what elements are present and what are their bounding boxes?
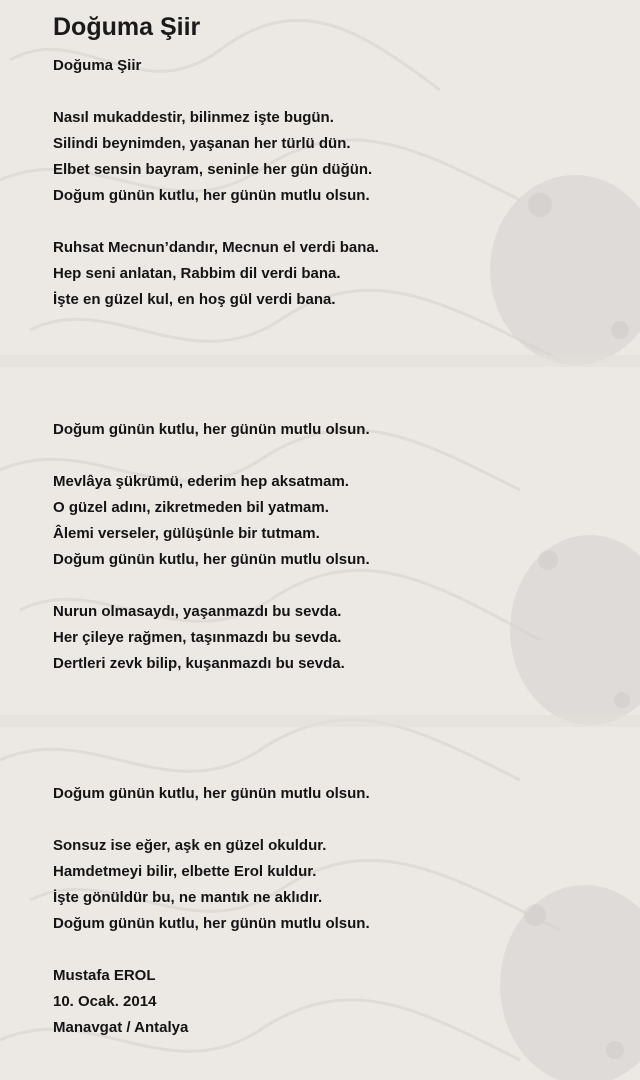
poem-line: Her çileye rağmen, taşınmazdı bu sevda. <box>53 629 342 646</box>
stanza <box>53 235 640 313</box>
poem-line: Doğum günün kutlu, her günün mutlu olsun. <box>53 785 370 802</box>
poem-body <box>53 105 640 1041</box>
stanza <box>53 599 640 677</box>
poem-line: Sonsuz ise eğer, aşk en güzel okuldur. <box>53 837 327 854</box>
signature-block <box>53 963 640 1041</box>
poem-date: 10. Ocak. 2014 <box>53 993 157 1010</box>
poem-line: Nasıl mukaddestir, bilinmez işte bugün. <box>53 109 334 126</box>
poem-line: İşte en güzel kul, en hoş gül verdi bana. <box>53 291 336 308</box>
author-name: Mustafa EROL <box>53 967 156 984</box>
poem-line: Âlemi verseler, gülüşünle bir tutmam. <box>53 525 320 542</box>
poem-line: Doğum günün kutlu, her günün mutlu olsun. <box>53 421 370 438</box>
poem-line: Mevlâya şükrümü, ederim hep aksatmam. <box>53 473 349 490</box>
poem-line: İşte gönüldür bu, ne mantık ne aklıdır. <box>53 889 323 906</box>
stanza <box>53 781 640 807</box>
poem-line: Doğum günün kutlu, her günün mutlu olsun. <box>53 187 370 204</box>
stanza <box>53 105 640 209</box>
poem-line: Nurun olmasaydı, yaşanmazdı bu sevda. <box>53 603 342 620</box>
poem-line: Elbet sensin bayram, seninle her gün düğün. <box>53 161 373 178</box>
poem-line: Hamdetmeyi bilir, elbette Erol kuldur. <box>53 863 317 880</box>
poem-line: O güzel adını, zikretmeden bil yatmam. <box>53 499 329 516</box>
poem-place: Manavgat / Antalya <box>53 1019 189 1036</box>
poem-line: Hep seni anlatan, Rabbim dil verdi bana. <box>53 265 341 282</box>
poem-line: Silindi beynimden, yaşanan her türlü dün. <box>53 135 351 152</box>
poem-line: Doğum günün kutlu, her günün mutlu olsun. <box>53 551 370 568</box>
page-title: Doğuma Şiir <box>53 13 201 41</box>
stanza <box>53 833 640 937</box>
poem-line: Dertleri zevk bilip, kuşanmazdı bu sevda. <box>53 655 345 672</box>
poem-subtitle: Doğuma Şiir <box>53 57 142 74</box>
stanza <box>53 469 640 573</box>
poem-line: Ruhsat Mecnun’dandır, Mecnun el verdi bana. <box>53 239 379 256</box>
stanza <box>53 417 640 443</box>
poem-line: Doğum günün kutlu, her günün mutlu olsun. <box>53 915 370 932</box>
